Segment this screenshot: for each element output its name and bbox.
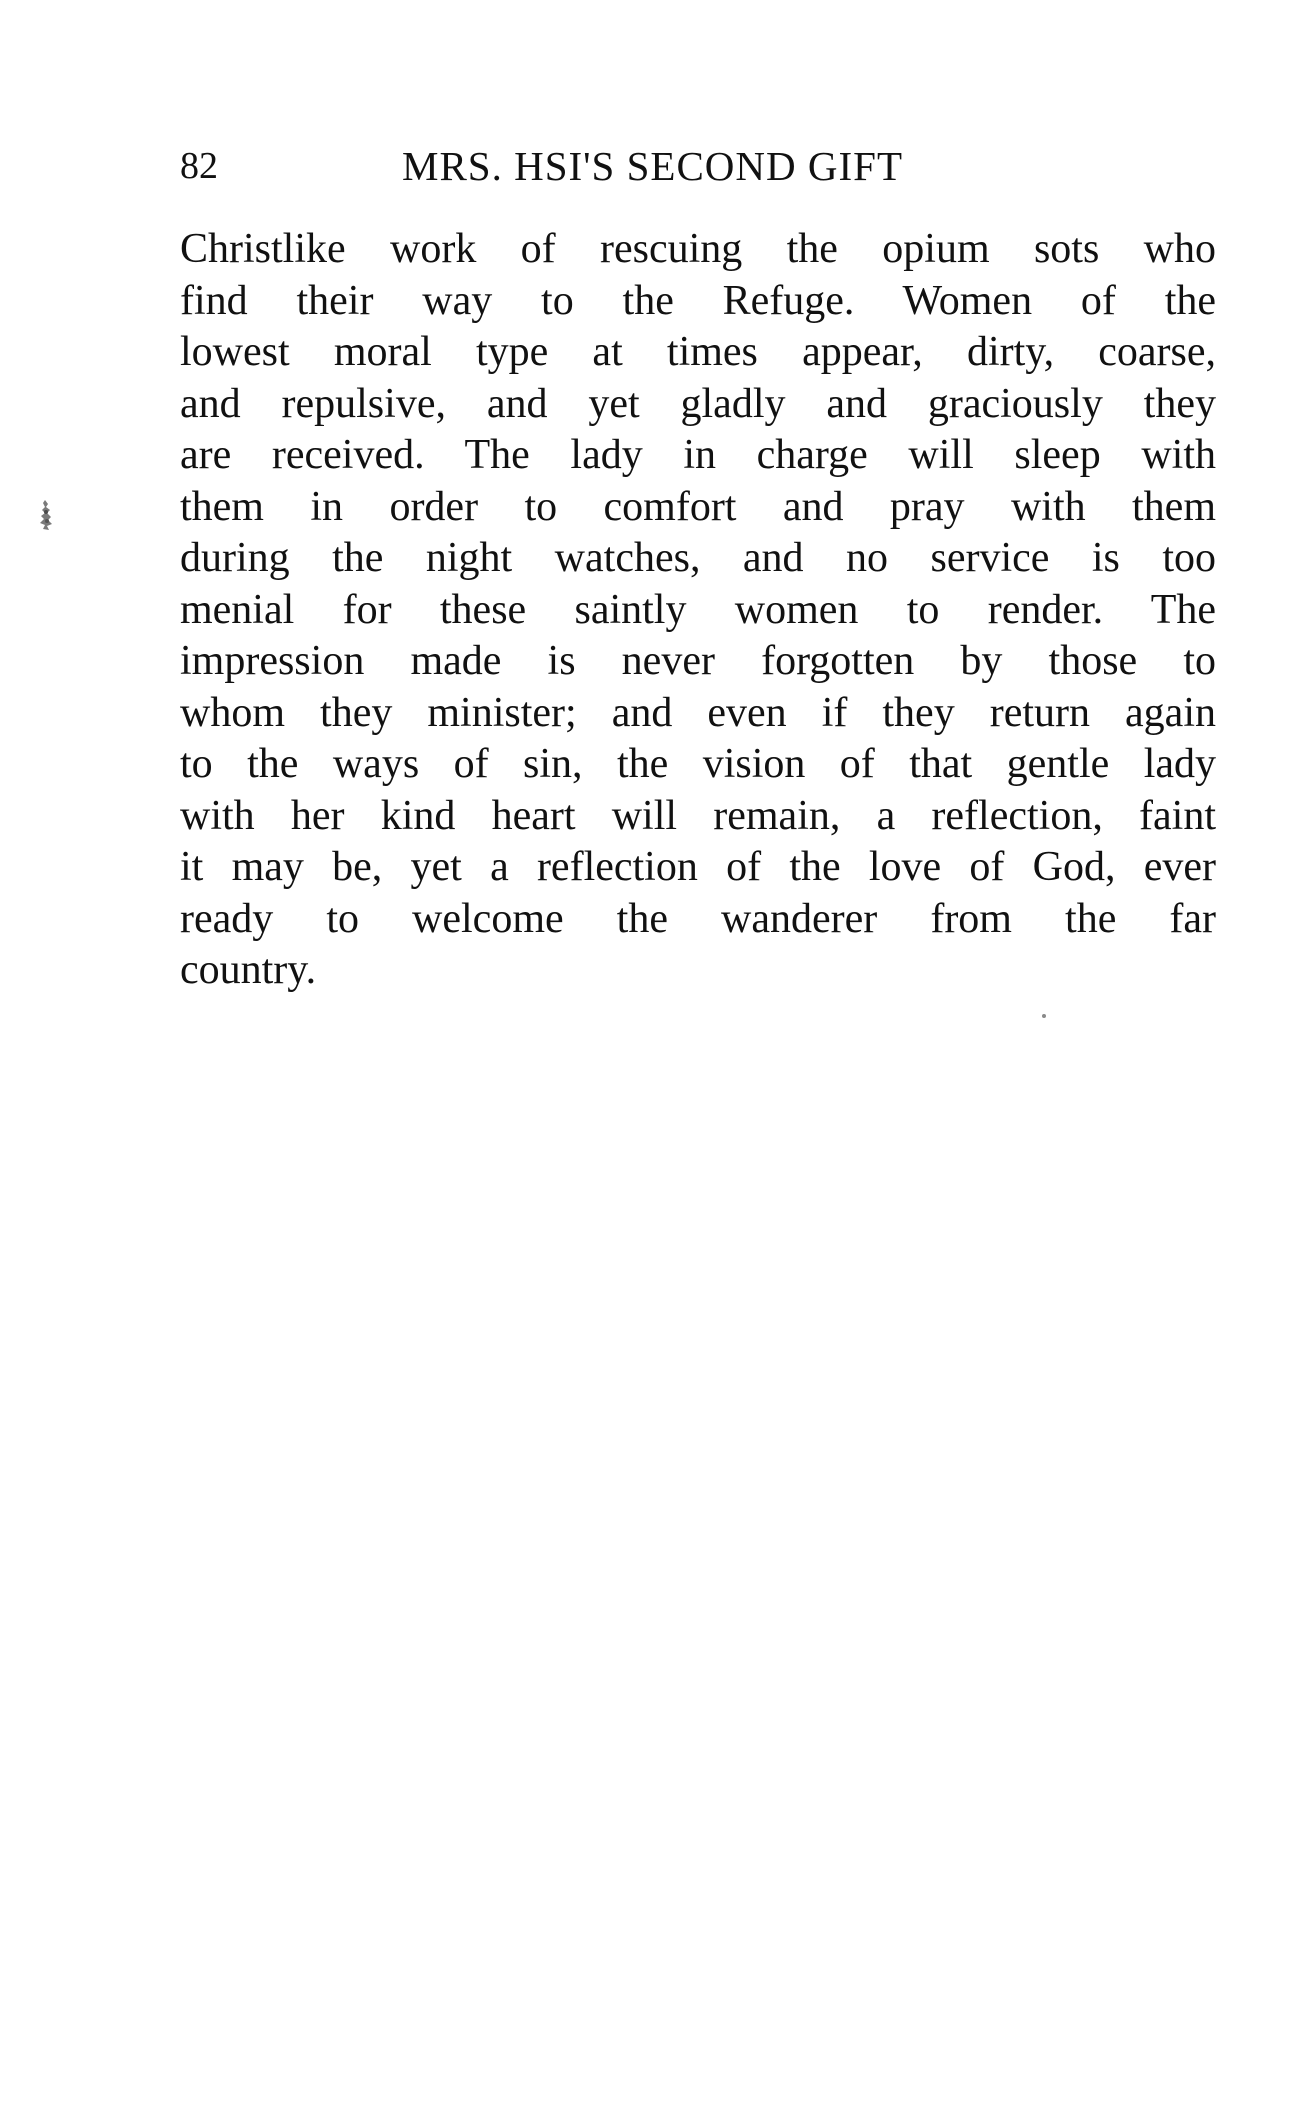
text-line: them in order to comfort and pray with them bbox=[180, 483, 1216, 530]
text-line: during the night watches, and no service is too bbox=[180, 535, 1216, 581]
body-text bbox=[180, 224, 1216, 997]
text-line: whom they minister; and even if they return again bbox=[180, 689, 1216, 736]
text-line-last: country. bbox=[180, 947, 317, 993]
text-line: Christlike work of rescuing the opium sots who bbox=[180, 226, 1216, 272]
text-line: are received. The lady in charge will sleep with bbox=[180, 432, 1216, 478]
running-title: MRS. HSI'S SECOND GIFT bbox=[402, 143, 903, 189]
text-line: find their way to the Refuge. Women of the bbox=[180, 277, 1216, 324]
text-line: and repulsive, and yet gladly and graciously they bbox=[180, 380, 1216, 427]
text-line: impression made is never forgotten by those to bbox=[180, 638, 1216, 684]
scan-blemish-icon bbox=[36, 498, 56, 532]
page-number: 82 bbox=[180, 145, 218, 187]
text-line: menial for these saintly women to render. The bbox=[180, 586, 1216, 633]
text-line: with her kind heart will remain, a reflection, faint bbox=[180, 792, 1216, 839]
running-head bbox=[180, 136, 1216, 196]
speck-icon bbox=[1042, 1014, 1046, 1018]
text-line: lowest moral type at times appear, dirty, coarse, bbox=[180, 329, 1216, 375]
text-line: it may be, yet a reflection of the love of God, ever bbox=[180, 844, 1216, 890]
text-line: to the ways of sin, the vision of that gentle lady bbox=[180, 741, 1216, 787]
text-line: ready to welcome the wanderer from the far bbox=[180, 895, 1216, 942]
